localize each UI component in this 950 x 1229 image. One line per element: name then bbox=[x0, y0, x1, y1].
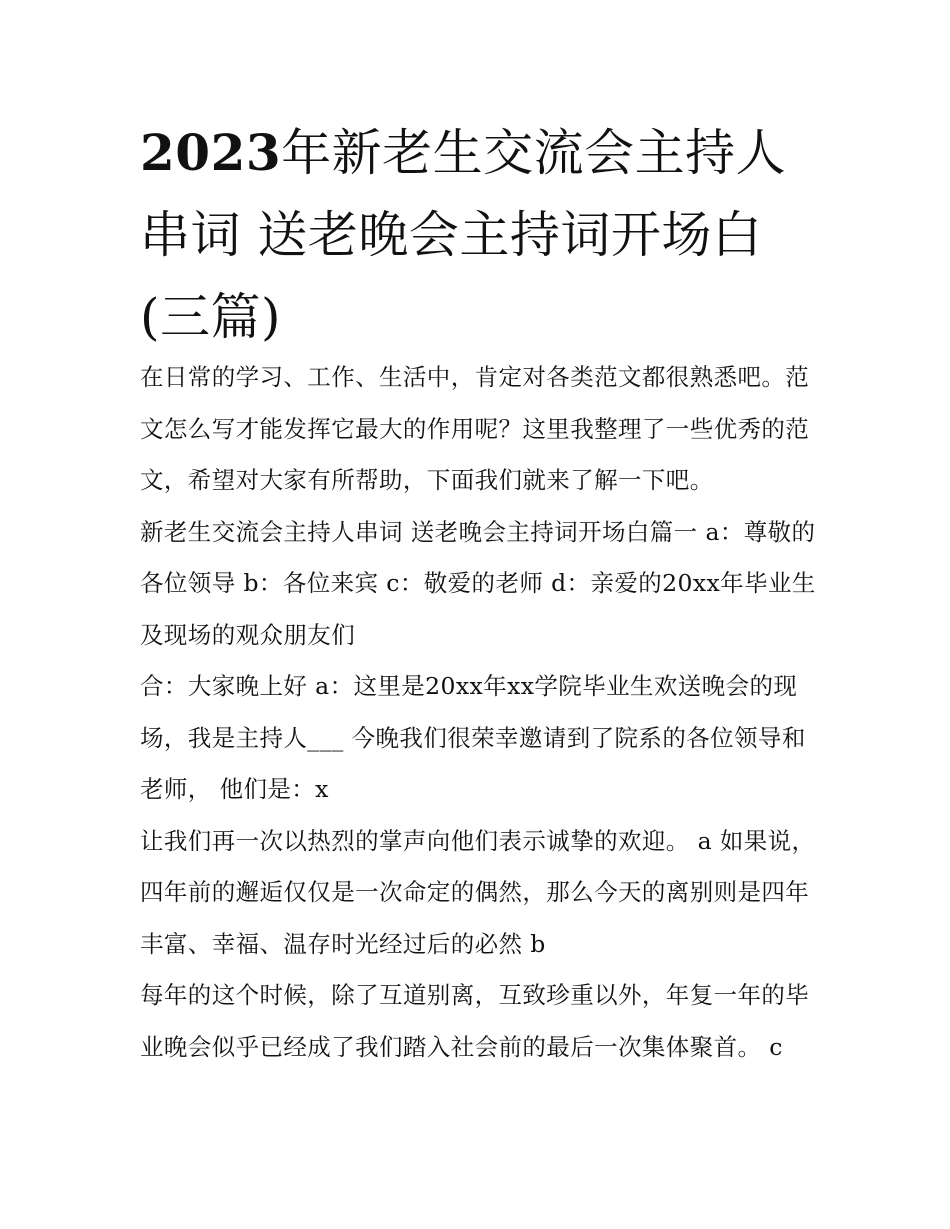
paragraph-greeting: 新老生交流会主持人串词 送老晚会主持词开场白篇一 a：尊敬的各位领导 b：各位来宾 c：敬爱的老师 d：亲爱的20xx年毕业生及现场的观众朋友们 bbox=[140, 517, 816, 649]
title-text: 年新老生交流会主持人串词 送老晚会主持词开场白(三篇) bbox=[140, 124, 787, 346]
paragraph-applause: 让我们再一次以热烈的掌声向他们表示诚挚的欢迎。 a 如果说，四年前的邂逅仅仅是一次命定的偶然，那么今天的离别则是四年丰富、幸福、温存时光经过后的必然 b bbox=[140, 826, 816, 958]
document-title bbox=[140, 112, 820, 358]
document-body bbox=[140, 352, 820, 1073]
title-year: 2023 bbox=[140, 123, 282, 182]
paragraph-gathering: 每年的这个时候，除了互道别离，互致珍重以外，年复一年的毕业晚会似乎已经成了我们踏入社会前的最后一次集体聚首。 c bbox=[140, 981, 810, 1061]
paragraph-intro: 在日常的学习、工作、生活中，肯定对各类范文都很熟悉吧。范文怎么写才能发挥它最大的作用呢？这里我整理了一些优秀的范文，希望对大家有所帮助，下面我们就来了解一下吧。 bbox=[140, 363, 810, 494]
paragraph-welcome: 合：大家晚上好 a：这里是20xx年xx学院毕业生欢送晚会的现场，我是主持人___ 今晚我们很荣幸邀请到了院系的各位领导和老师， 他们是：x bbox=[140, 672, 806, 803]
